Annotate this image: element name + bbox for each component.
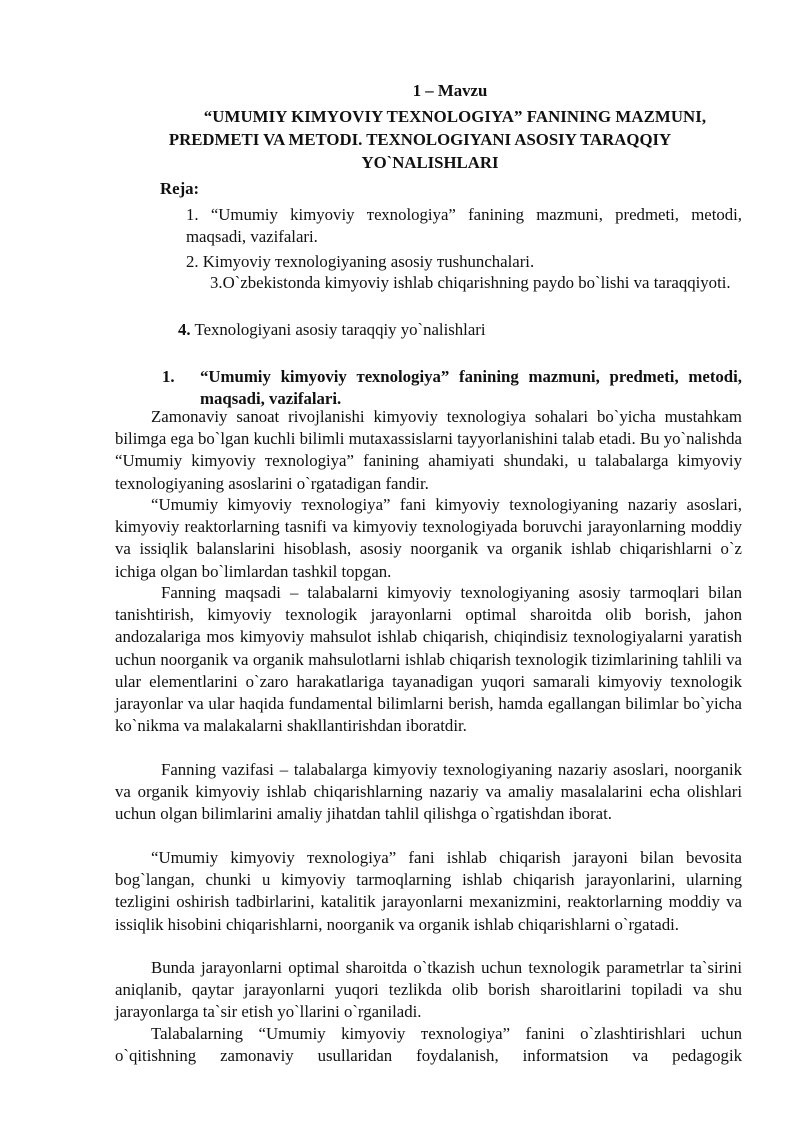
plan-item-2: 2. Kimyoviy техnologiyaning asosiy тushunchalari.	[186, 252, 535, 271]
section-heading-number: 1.	[162, 367, 175, 386]
plan-item-4	[178, 319, 742, 341]
section-heading: “Umumiy kimyoviy техnologiya” fanining mazmuni, predmeti, metodi, maqsadi, vazifalari.	[200, 367, 742, 408]
paragraph-7: Talabalarning “Umumiy kimyoviy техnologiya” fanini o`zlashtirishlari uchun o`qitishning zamonaviy usullaridan foydalanish, informatsion va pedagogik	[115, 1024, 742, 1066]
title-line-2: PREDMETI VA METODI. TEXNOLOGIYANI ASOSIY TARAQQIY	[168, 130, 672, 149]
title-line-1: “UMUMIY KIMYOVIY TEXNOLOGIYA” FANINING MAZMUNI,	[203, 107, 707, 126]
paragraph-2: “Umumiy kimyoviy техnologiya” fani kimyoviy texnologiyaning nazariy asoslari, kimyoviy reaktorlarning tasnifi va kimyoviy texnologiyada boruvchi jarayonlarning moddiy va issiqlik balanslarini hisoblash, asosiy noorganik va organik ishlab chiqarishlarni o`z ichiga olgan bo`limlardan tashkil topgan.	[115, 495, 742, 581]
paragraph-4: Fanning vazifasi – talabalarga kimyoviy texnologiyaning nazariy asoslari, noorganik va organik kimyoviy ishlab chiqarishlarning nazariy va amaliy masalalarini echa olishlari uchun olgan bilimlarini amaliy jihatdan tahlil qilishga o`rgatishdan iborat.	[115, 760, 742, 824]
paragraph-1: Zamonaviy sanoat rivojlanishi kimyoviy texnologiya sohalari bo`yicha mustahkam bilimga ega bo`lgan kuchli bilimli mutaxassislarni tayyorlanishini talab etadi. Bu yo`nalishda “Umumiy kimyoviy техnologiya” fanining ahamiyati shundaki, u talabalarga kimyoviy texnologiyaning asoslarini o`rgatadigan fandir.	[115, 407, 742, 493]
plan-item-4-text: Texnologiyani asosiy taraqqiy yo`nalishlari	[194, 320, 486, 339]
plan-item-1: 1. “Umumiy kimyoviy техnologiya” fanining mazmuni, predmeti, metodi, maqsadi, vazifalari.	[186, 205, 742, 247]
plan-item-4-number: 4.	[178, 320, 191, 339]
plan-label: Reja:	[160, 179, 200, 198]
paragraph-3: Fanning maqsadi – talabalarni kimyoviy texnologiyaning asosiy tarmoqlari bilan tanishtirish, kimyoviy texnologik jarayonlarni optimal sharoitda olib borish, jahon andozalariga mos kimyoviy mahsulot ishlab chiqarish, chiqindisiz texnologiyalarni yaratish uchun noorganik va organik mahsulotlarni ishlab chiqarish texnologik tizimlarining tahlili va ular elementlarini o`zaro harakatlariga tayanadigan yuqori samarali kimyoviy texnologik jarayonlar va ular haqida fundamental bilimlarni berish, hamda egallangan bilimlar bo`yicha ko`nikma va malakalarni shakllantirishdan iboratdir.	[115, 583, 742, 736]
paragraph-5: “Umumiy kimyoviy техnologiya” fani ishlab chiqarish jarayoni bilan bevosita bog`langan, chunki u kimyoviy tarmoqlarning ishlab chiqarish jarayonlarini, ularning tezligini oshirish tadbirlarini, katalitik jarayonlarni mexanizmini, reaktorlarning moddiy va issiqlik hisobini chiqarishlarni, noorganik va organik ishlab chiqarishlarni o`rgatadi.	[115, 848, 742, 934]
title-line-3: YO`NALISHLARI	[361, 153, 499, 172]
plan-item-3: 3.O`zbekistonda kimyoviy ishlab chiqarishning paydo bo`lishi va taraqqiyoti.	[210, 273, 731, 292]
topic-number: 1 – Mavzu	[412, 81, 488, 100]
paragraph-6: Bunda jarayonlarni optimal sharoitda o`tkazish uchun texnologik parametrlar ta`sirini aniqlanib, qaytar jarayonlarni yuqori tezlikda olib borish sharoitlarini topiladi va shu jarayonlarga ta`sir etish yo`llarini o`rganiladi.	[115, 958, 742, 1022]
